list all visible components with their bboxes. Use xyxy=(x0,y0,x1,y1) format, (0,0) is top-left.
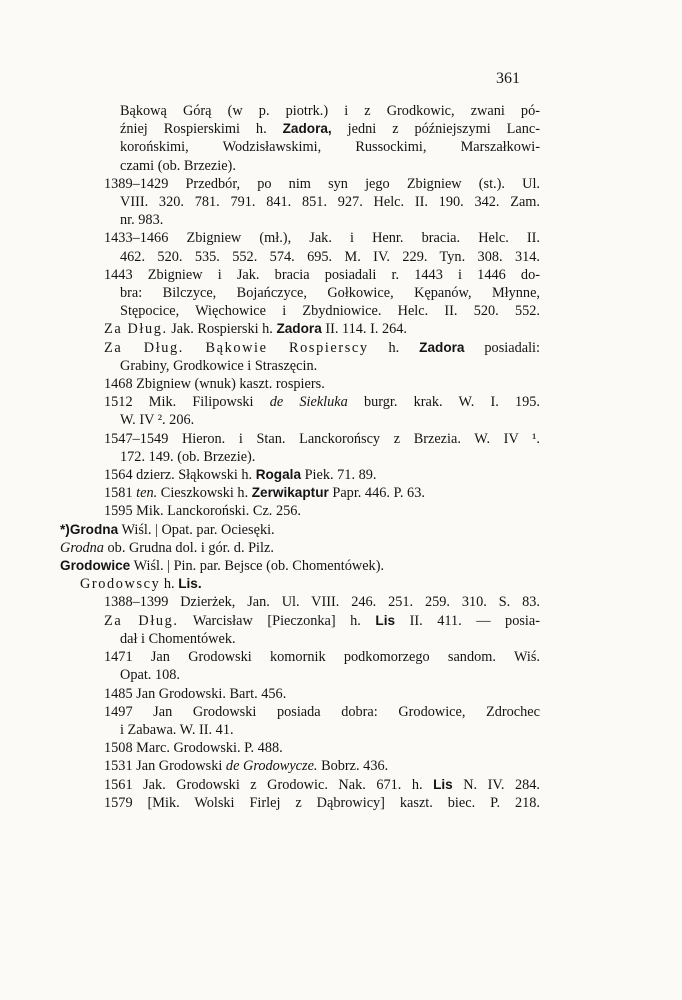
text-run: 1531 Jan Grodowski xyxy=(104,758,226,775)
text-run: II. 114. I. 264. xyxy=(321,321,408,338)
text-line xyxy=(60,339,540,357)
text-run: Bobrz. 436. xyxy=(317,758,389,775)
text-run: Warcisław [Pieczonka] h. xyxy=(178,612,376,629)
bold-term: *)Grodna xyxy=(60,521,119,537)
text-run: 1485 Jan Grodowski. Bart. 456. xyxy=(104,685,287,702)
text-line xyxy=(60,102,540,120)
text-run: bra: Bilczyce, Bojańczyce, Gołkowice, Kępanów, Młynne, xyxy=(120,285,540,302)
text-run: Piek. 71. 89. xyxy=(301,467,377,484)
text-run: N. IV. 284. xyxy=(452,776,540,793)
text-line xyxy=(60,466,540,484)
text-run: h. xyxy=(368,339,420,356)
text-run: Papr. 446. P. 63. xyxy=(328,485,425,502)
text-line xyxy=(60,502,540,520)
text-run: dał i Chomentówek. xyxy=(120,630,236,647)
text-run: 1581 xyxy=(104,485,137,502)
text-line xyxy=(60,648,540,666)
text-line xyxy=(60,757,540,775)
text-line xyxy=(60,266,540,284)
text-line xyxy=(60,357,540,375)
text-run: h. xyxy=(160,576,179,593)
text-line xyxy=(60,666,540,684)
text-run: Wiśl. | Pin. par. Bejsce (ob. Chomentówek). xyxy=(130,558,385,575)
italic-term: de Grodowycze. xyxy=(225,758,318,775)
text-line xyxy=(60,484,540,502)
text-line xyxy=(60,739,540,757)
bold-term: Zadora xyxy=(419,339,465,355)
text-run: źniej Rospierskimi h. xyxy=(120,121,283,138)
text-run: ob. Grudna dol. i gór. d. Pilz. xyxy=(103,539,274,556)
text-run: Bąkową Górą (w p. piotrk.) i z Grodkowic, zwani pó- xyxy=(120,103,540,119)
text-line xyxy=(60,721,540,739)
italic-term: ten. xyxy=(136,485,158,502)
text-line xyxy=(60,284,540,302)
text-line xyxy=(60,120,540,138)
text-run: Wiśl. | Opat. par. Ociesęki. xyxy=(118,521,275,538)
text-run: burgr. krak. W. I. 195. xyxy=(347,394,541,411)
text-line xyxy=(60,557,540,575)
text-line xyxy=(60,375,540,393)
text-run: jedni z późniejszymi Lanc- xyxy=(331,121,541,138)
italic-term: Grodna xyxy=(60,539,104,556)
text-run: 1389–1429 Przedbór, po nim syn jego Zbigniew (st.). Ul. xyxy=(104,175,540,192)
text-run: 172. 149. (ob. Brzezie). xyxy=(120,448,256,465)
text-run: W. IV ². 206. xyxy=(120,412,195,429)
text-run: 462. 520. 535. 552. 574. 695. M. IV. 229. Tyn. 308. 314. xyxy=(120,248,540,265)
text-run: nr. 983. xyxy=(120,212,164,229)
text-body xyxy=(60,102,540,812)
text-line xyxy=(60,448,540,466)
text-run: Grabiny, Grodkowice i Straszęcin. xyxy=(120,357,318,374)
bold-term: Zadora xyxy=(276,321,322,337)
text-line xyxy=(60,248,540,266)
text-line xyxy=(60,575,540,593)
text-run: Jak. Rospierski h. xyxy=(167,321,277,338)
text-line xyxy=(60,539,540,557)
text-line xyxy=(60,776,540,794)
text-run: 1497 Jan Grodowski posiada dobra: Grodowice, Zdrochec xyxy=(104,703,540,720)
text-run: 1443 Zbigniew i Jak. bracia posiadali r. 1443 i 1446 do- xyxy=(104,266,540,283)
text-run: 1512 Mik. Filipowski xyxy=(104,394,270,411)
italic-term: de Siekluka xyxy=(269,394,348,411)
text-line xyxy=(60,521,540,539)
spaced-term: Za Dług. xyxy=(104,612,179,629)
text-run: 1471 Jan Grodowski komornik podkomorzego sandom. Wiś. xyxy=(104,649,540,666)
text-run: 1468 Zbigniew (wnuk) kaszt. rospiers. xyxy=(104,376,325,393)
text-run: Opat. 108. xyxy=(120,667,180,684)
text-line xyxy=(60,302,540,320)
text-line xyxy=(60,175,540,193)
text-line xyxy=(60,612,540,630)
text-run: Cieszkowski h. xyxy=(157,485,252,502)
text-run: 1388–1399 Dzierżek, Jan. Ul. VIII. 246. 251. 259. 310. S. 83. xyxy=(104,594,540,611)
bold-term: Lis xyxy=(375,612,396,628)
text-line xyxy=(60,593,540,611)
text-run: VIII. 320. 781. 791. 841. 851. 927. Helc. II. 190. 342. Zam. xyxy=(120,194,540,211)
bold-term: Lis xyxy=(433,776,453,792)
text-line xyxy=(60,138,540,156)
page-number: 361 xyxy=(496,70,520,87)
text-run: i Zabawa. W. II. 41. xyxy=(120,721,234,738)
text-line xyxy=(60,229,540,247)
spaced-term: Grodowscy xyxy=(80,576,161,593)
text-run: 1595 Mik. Lanckoroński. Cz. 256. xyxy=(104,503,301,520)
text-line xyxy=(60,211,540,229)
text-line xyxy=(60,430,540,448)
text-run: 1579 [Mik. Wolski Firlej z Dąbrowicy] kaszt. biec. P. 218. xyxy=(104,794,540,811)
bold-term: Grodowice xyxy=(60,558,131,574)
text-run: czami (ob. Brzezie). xyxy=(120,157,236,174)
text-line xyxy=(60,703,540,721)
text-line xyxy=(60,320,540,338)
text-run: 1508 Marc. Grodowski. P. 488. xyxy=(104,740,283,757)
text-run: 1433–1466 Zbigniew (mł.), Jak. i Henr. bracia. Helc. II. xyxy=(104,230,540,247)
bold-term: Zerwikaptur xyxy=(251,485,329,501)
text-run: posiadali: xyxy=(464,339,540,356)
text-line xyxy=(60,685,540,703)
text-run: II. 411. — posia- xyxy=(395,612,541,629)
text-line xyxy=(60,193,540,211)
text-run: korońskimi, Wodzisławskimi, Russockimi, Marszałkowi- xyxy=(120,139,540,156)
text-run: 1564 dzierz. Słąkowski h. xyxy=(104,467,256,484)
text-line xyxy=(60,794,540,812)
text-line xyxy=(60,630,540,648)
spaced-term: Za Dług. Bąkowie Rospierscy xyxy=(104,339,369,356)
bold-term: Lis. xyxy=(178,576,202,592)
text-line xyxy=(60,393,540,411)
text-run: 1561 Jak. Grodowski z Grodowic. Nak. 671. h. xyxy=(104,776,434,793)
spaced-term: Za Dług. xyxy=(104,321,168,338)
text-run: Stępocice, Więchowice i Zbydniowice. Helc. II. 520. 552. xyxy=(120,303,540,320)
bold-term: Rogala xyxy=(255,467,302,483)
text-line xyxy=(60,411,540,429)
text-run: 1547–1549 Hieron. i Stan. Lanckorońscy z Brzezia. W. IV ¹. xyxy=(104,430,540,447)
text-line xyxy=(60,157,540,175)
bold-term: Zadora, xyxy=(282,121,332,137)
